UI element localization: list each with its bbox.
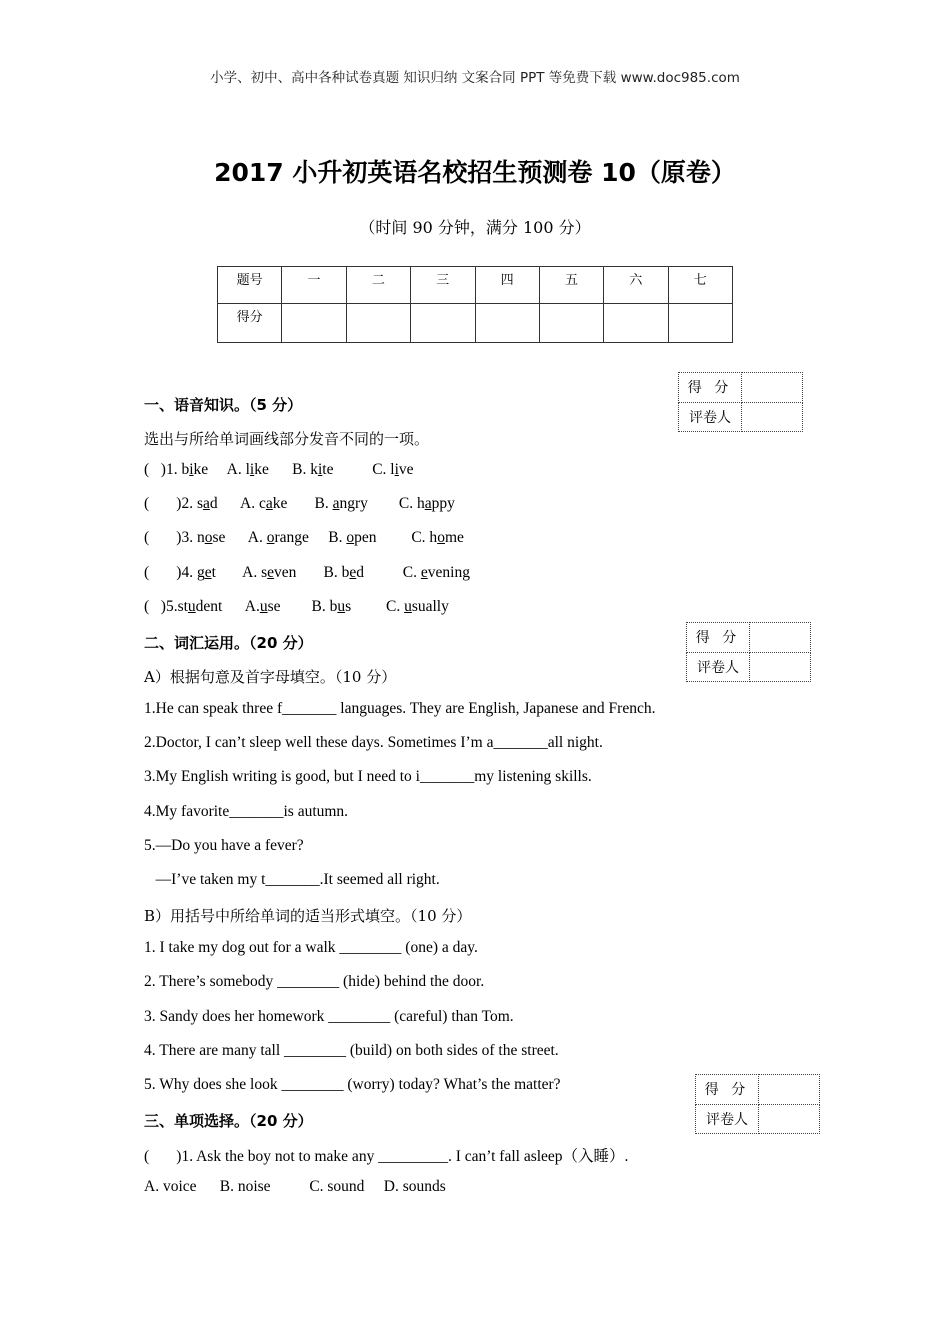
score-table-row-label: 题号 <box>218 267 282 304</box>
score-cell[interactable] <box>604 304 668 343</box>
q-text: ke A. l <box>193 461 250 478</box>
fill-blank-a-3: 3.My English writing is good, but I need to i_______my listening skills. <box>144 768 592 785</box>
underlined-letter: a <box>202 495 210 512</box>
section1-instruction: 选出与所给单词画线部分发音不同的一项。 <box>144 430 430 448</box>
score-table-row-label: 得分 <box>218 304 282 343</box>
underlined-letter: e <box>349 564 357 581</box>
q-text: te C. l <box>322 461 395 478</box>
q-text: vening <box>427 564 470 581</box>
fill-blank-b-5: 5. Why does she look ________ (worry) today? What’s the matter? <box>144 1076 561 1093</box>
grader-score-cell[interactable] <box>750 623 811 653</box>
q-text: sually <box>411 598 449 615</box>
q-text: ppy <box>431 495 455 512</box>
section2-part-b-instruction: B）用括号中所给单词的适当形式填空。（10 分） <box>144 907 472 925</box>
underlined-letter: o <box>437 529 445 546</box>
underlined-letter: o <box>266 529 275 546</box>
underlined-letter: i <box>317 461 323 478</box>
fill-blank-a-5-reply: —I’ve taken my t_______.It seemed all right. <box>144 871 440 888</box>
underlined-letter: a <box>332 495 340 512</box>
q-text: ve <box>398 461 414 478</box>
phonics-question-4 <box>144 564 470 582</box>
q-text: se A. <box>212 529 267 546</box>
underlined-letter: e <box>267 564 275 581</box>
q-text: s C. <box>345 598 405 615</box>
choice-question-1: ( )1. Ask the boy not to make any _________. I can’t fall asleep（入睡）. <box>144 1148 629 1165</box>
fill-blank-a-4: 4.My favorite_______is autumn. <box>144 803 349 820</box>
underlined-letter: o <box>346 529 355 546</box>
section2-part-a-instruction: A）根据句意及首字母填空。（10 分） <box>144 668 397 686</box>
grader-score-cell[interactable] <box>759 1075 820 1105</box>
q-text: d C. <box>356 564 421 581</box>
score-table-col: 六 <box>604 267 668 304</box>
fill-blank-a-2: 2.Doctor, I can’t sleep well these days. Sometimes I’m a_______all night. <box>144 734 603 751</box>
q-text: t A. s <box>211 564 268 581</box>
grader-name-label: 评卷人 <box>696 1104 759 1134</box>
underlined-letter: i <box>249 461 255 478</box>
q-text: range B. <box>274 529 347 546</box>
section3-heading: 三、单项选择。（20 分） <box>144 1112 313 1130</box>
section2-heading: 二、词汇运用。（20 分） <box>144 634 313 652</box>
score-table <box>217 266 733 343</box>
score-table-col: 四 <box>475 267 539 304</box>
underlined-letter: e <box>204 564 212 581</box>
fill-blank-a-5: 5.—Do you have a fever? <box>144 837 304 854</box>
grader-name-cell[interactable] <box>742 402 803 432</box>
score-cell[interactable] <box>411 304 475 343</box>
q-text: ke B. k <box>254 461 318 478</box>
grader-name-label: 评卷人 <box>687 652 750 682</box>
underlined-letter: e <box>420 564 428 581</box>
phonics-question-1 <box>144 461 414 479</box>
score-table-header-row <box>218 267 733 304</box>
grader-score-label: 得 分 <box>679 373 742 403</box>
q-text: ngry C. h <box>339 495 425 512</box>
fill-blank-b-1: 1. I take my dog out for a walk ________ (one) a day. <box>144 939 478 956</box>
fill-blank-b-2: 2. There’s somebody ________ (hide) behind the door. <box>144 973 485 990</box>
phonics-question-3 <box>144 529 464 547</box>
q-text: ( )4. g <box>144 564 205 581</box>
q-text: dent A. <box>195 598 260 615</box>
q-text: d A. c <box>209 495 266 512</box>
score-table-col: 五 <box>539 267 603 304</box>
underlined-letter: u <box>337 598 346 615</box>
score-table-score-row <box>218 304 733 343</box>
grader-box-1 <box>678 372 803 432</box>
underlined-letter: i <box>394 461 399 478</box>
underlined-letter: u <box>259 598 268 615</box>
score-table-col: 二 <box>346 267 410 304</box>
score-table-col: 三 <box>411 267 475 304</box>
q-text: pen C. h <box>354 529 438 546</box>
score-cell[interactable] <box>475 304 539 343</box>
underlined-letter: u <box>404 598 412 615</box>
score-cell[interactable] <box>282 304 346 343</box>
site-header-note: 小学、初中、高中各种试卷真题 知识归纳 文案合同 PPT 等免费下载 www.doc985.com <box>210 70 740 86</box>
score-cell[interactable] <box>539 304 603 343</box>
underlined-letter: a <box>424 495 432 512</box>
q-text: ( )1. b <box>144 461 190 478</box>
choice-question-1-options: A. voice B. noise C. sound D. sounds <box>144 1178 446 1195</box>
underlined-letter: a <box>265 495 273 512</box>
underlined-letter: i <box>189 461 194 478</box>
fill-blank-a-1: 1.He can speak three f_______ languages. They are English, Japanese and French. <box>144 700 656 717</box>
score-cell[interactable] <box>346 304 410 343</box>
phonics-question-2 <box>144 495 455 513</box>
score-table-col: 七 <box>668 267 732 304</box>
q-text: ( )5.st <box>144 598 188 615</box>
grader-score-cell[interactable] <box>742 373 803 403</box>
page-title: 2017 小升初英语名校招生预测卷 10（原卷） <box>214 158 736 187</box>
q-text: ( )2. s <box>144 495 203 512</box>
q-text: ( )3. n <box>144 529 205 546</box>
underlined-letter: u <box>187 598 196 615</box>
grader-name-label: 评卷人 <box>679 402 742 432</box>
grader-box-3 <box>695 1074 820 1134</box>
grader-score-label: 得 分 <box>687 623 750 653</box>
q-text: ke B. <box>272 495 333 512</box>
grader-name-cell[interactable] <box>759 1104 820 1134</box>
grader-name-cell[interactable] <box>750 652 811 682</box>
exam-subtitle: （时间 90 分钟，满分 100 分） <box>359 218 591 237</box>
phonics-question-5 <box>144 598 449 616</box>
score-table-col: 一 <box>282 267 346 304</box>
q-text: se B. b <box>267 598 338 615</box>
q-text: ven B. b <box>274 564 350 581</box>
fill-blank-b-4: 4. There are many tall ________ (build) on both sides of the street. <box>144 1042 559 1059</box>
grader-box-2 <box>686 622 811 682</box>
score-cell[interactable] <box>668 304 732 343</box>
q-text: me <box>444 529 464 546</box>
fill-blank-b-3: 3. Sandy does her homework ________ (careful) than Tom. <box>144 1008 514 1025</box>
section1-heading: 一、语音知识。（5 分） <box>144 396 303 414</box>
grader-score-label: 得 分 <box>696 1075 759 1105</box>
underlined-letter: o <box>204 529 213 546</box>
